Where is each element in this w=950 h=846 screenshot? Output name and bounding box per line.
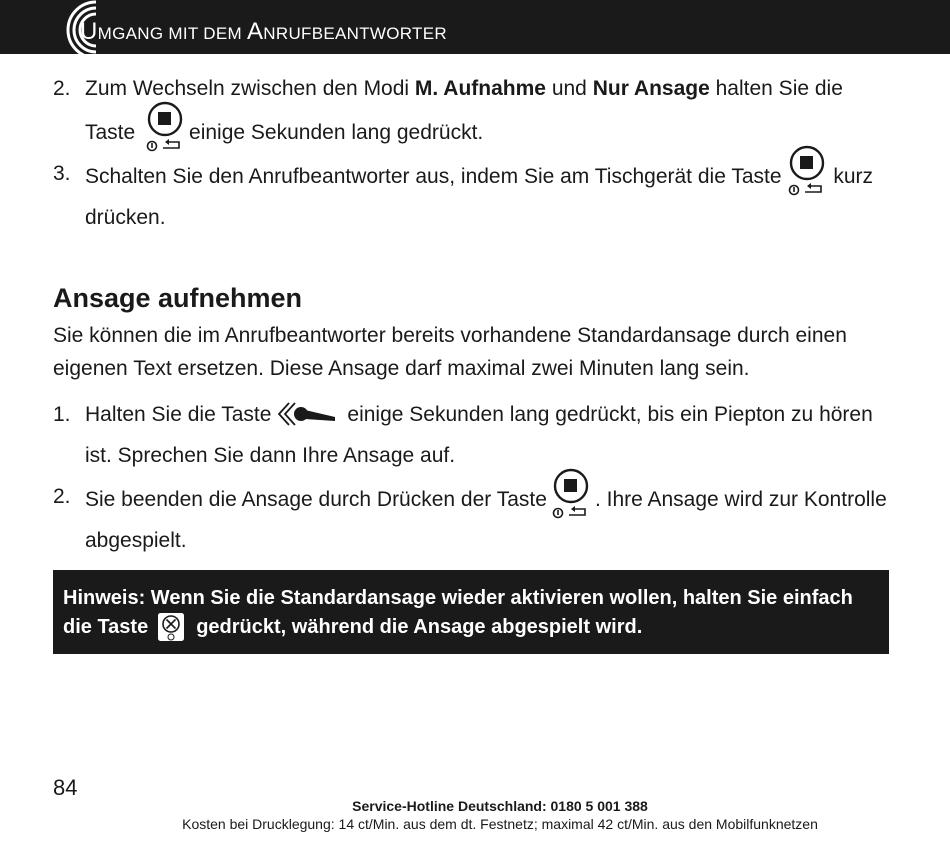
step-text: kurz drücken. (85, 165, 874, 229)
note-label: Hinweis: (63, 587, 146, 609)
step-1-record (53, 394, 893, 476)
step-number: 2. (53, 77, 71, 100)
step-2-finish (53, 476, 893, 561)
section-intro: Sie können die im Anrufbeantworter bereits vorhandene Standardansage durch einen eigenen Text ersetzen. Diese Ansage darf maximal zwei Minuten lang sein. (53, 324, 847, 380)
step-text: einige Sekunden lang gedrückt, bis ein Piepton zu hören ist. Sprechen Sie dann Ihre Ansage auf. (85, 403, 873, 467)
cost-info: Kosten bei Drucklegung: 14 ct/Min. aus dem dt. Festnetz; maximal 42 ct/Min. aus den Mobilfunknetzen (182, 816, 818, 832)
step-number: 2. (53, 485, 71, 508)
mode-label-recording: M. Aufnahme (414, 77, 546, 100)
step-text: einige Sekunden lang gedrückt. (189, 121, 484, 144)
step-3-switch-off (53, 153, 893, 238)
note-box (53, 570, 889, 654)
reset-announcement-key-icon (156, 611, 186, 643)
step-text: Schalten Sie den Anrufbeantworter aus, indem Sie am Tischgerät die Taste (85, 165, 788, 188)
bottom-steps (53, 394, 893, 561)
record-announcement-key-icon (275, 399, 341, 429)
stop-power-key-icon (787, 153, 831, 197)
mode-label-announcement: Nur Ansage (592, 77, 710, 100)
step-text: halten Sie die Taste (85, 77, 843, 144)
step-text: und (545, 77, 593, 100)
footer (130, 797, 870, 833)
step-text: Sie beenden die Ansage durch Drücken der Taste (85, 488, 547, 511)
step-number: 3. (53, 162, 71, 185)
step-text: . Ihre Ansage wird zur Kontrolle abgespielt. (85, 488, 887, 552)
page-number: 84 (53, 775, 78, 800)
top-steps (53, 68, 893, 238)
step-number: 1. (53, 403, 71, 426)
stop-power-key-icon (549, 476, 593, 520)
step-text: Zum Wechseln zwischen den Modi (85, 77, 415, 100)
stop-power-key-icon (143, 109, 187, 153)
section-title: Ansage aufnehmen (53, 283, 303, 313)
note-text: gedrückt, während die Ansage abgespielt wird. (196, 616, 643, 638)
step-2-mode-switch (53, 68, 893, 153)
step-text: Halten Sie die Taste (85, 403, 272, 426)
header-bar (0, 0, 950, 54)
header-title: UMGANG MIT DEM ANRUFBEANTWORTER (80, 18, 447, 45)
service-hotline: Service-Hotline Deutschland: 0180 5 001 388 (352, 798, 648, 814)
note-text: Wenn Sie die Standardansage wieder aktivieren wollen, halten Sie einfach die Taste (63, 587, 853, 638)
